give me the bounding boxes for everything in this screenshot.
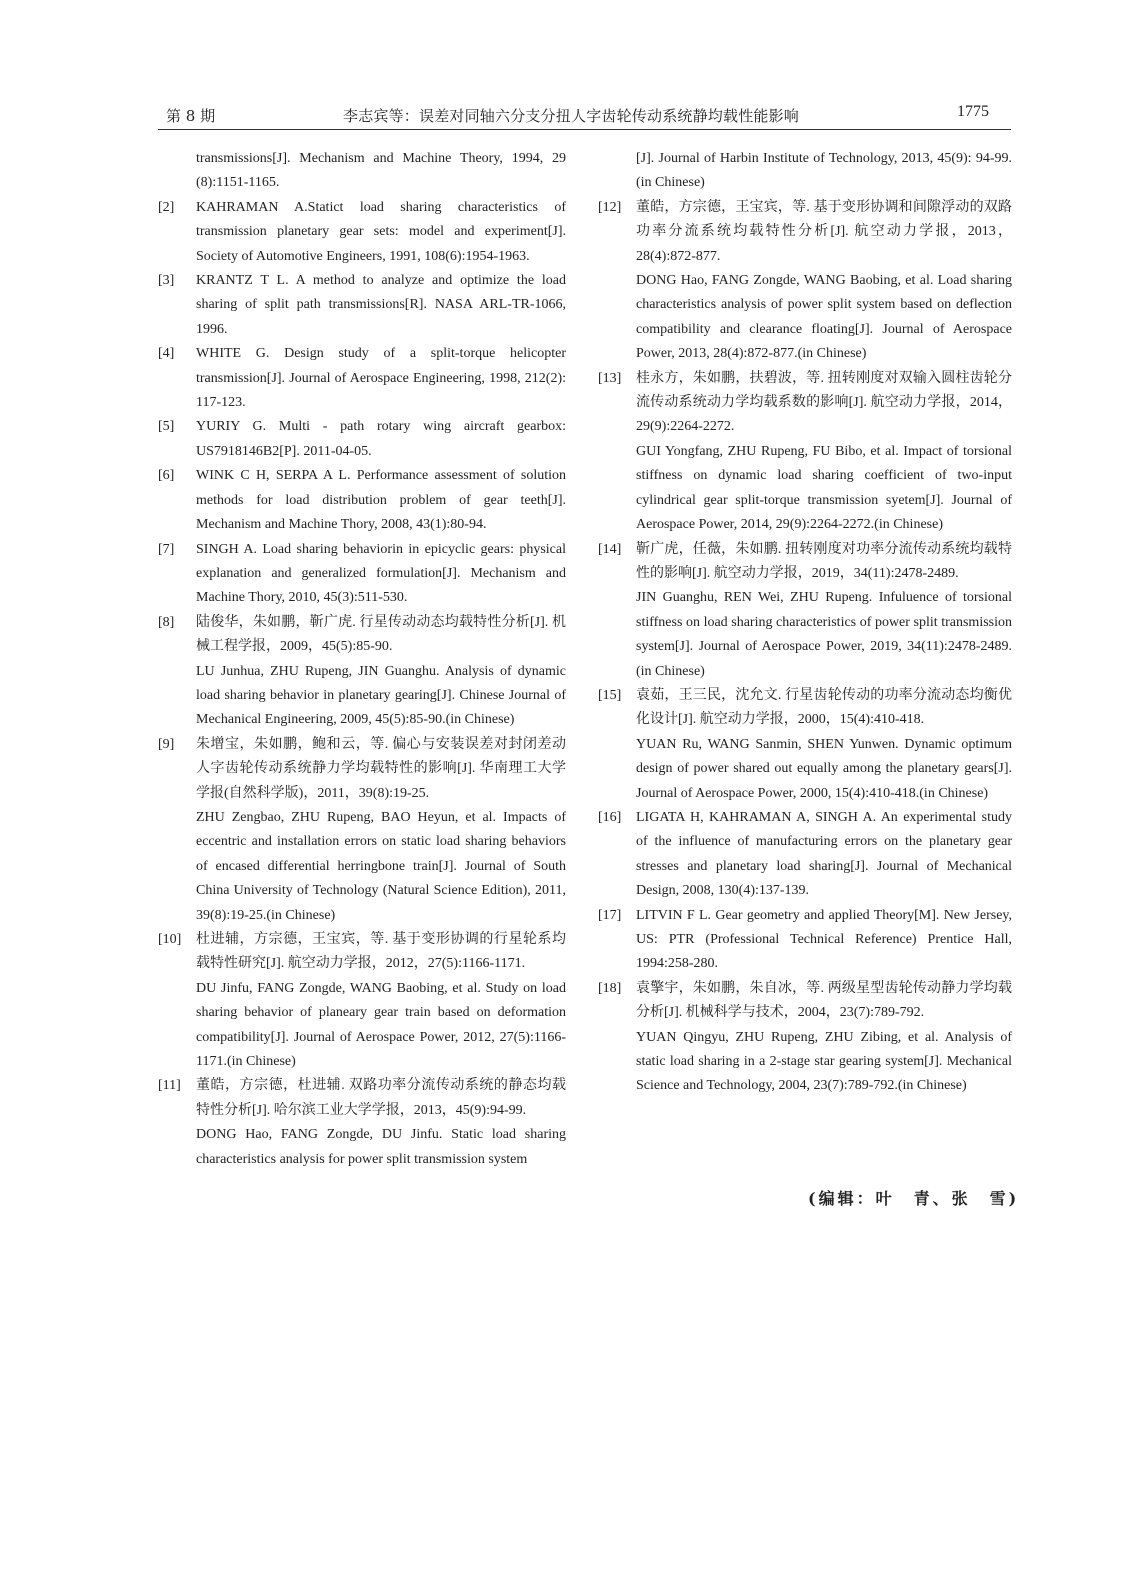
reference-text: YURIY G. Multi - path rotary wing aircraft gearbox: US7918146B2[P]. 2011-04-05. bbox=[196, 419, 566, 459]
reference-entry bbox=[158, 1074, 566, 1172]
reference-english-translation: LU Junhua, ZHU Rupeng, JIN Guanghu. Analysis of dynamic load sharing behavior in planetary gearing[J]. Chinese Journal of Mechanical Engineering, 2009, 45(5):85-90.(in Chinese) bbox=[196, 663, 566, 728]
reference-text: WHITE G. Design study of a split-torque helicopter transmission[J]. Journal of Aerospace Engineering, 1998, 212(2): 117-123. bbox=[196, 346, 566, 411]
reference-entry bbox=[158, 196, 566, 269]
reference-english-translation: DU Jinfu, FANG Zongde, WANG Baobing, et al. Study on load sharing behavior of planeary gear train based on deformation compatibility[J]. Journal of Aerospace Power, 2012, 27(5):1166-1171.(in Chinese) bbox=[196, 980, 566, 1070]
page-header bbox=[158, 103, 1011, 130]
reference-text: 靳广虎，任薇，朱如鹏. 扭转刚度对功率分流传动系统均载特性的影响[J]. 航空动力学报，2019，34(11):2478-2489. bbox=[636, 541, 1012, 581]
reference-number: [17] bbox=[598, 907, 622, 923]
reference-text: SINGH A. Load sharing behaviorin in epicyclic gears: physical explanation and generalized formulation[J]. Mechanism and Machine Thory, 2010, 45(3):511-530. bbox=[196, 541, 566, 606]
reference-number: [15] bbox=[598, 687, 622, 703]
reference-text: [J]. Journal of Harbin Institute of Technology, 2013, 45(9): 94-99.(in Chinese) bbox=[636, 151, 1012, 191]
reference-entry bbox=[598, 147, 1012, 196]
reference-number: [6] bbox=[158, 468, 175, 484]
reference-text: 桂永方，朱如鹏，扶碧波，等. 扭转刚度对双输入圆柱齿轮分流传动系统动力学均载系数的影响[J]. 航空动力学报，2014，29(9):2264-2272. bbox=[636, 370, 1012, 435]
reference-text: LITVIN F L. Gear geometry and applied Theory[M]. New Jersey, US: PTR (Professional Technical Reference) Prentice Hall, 1994:258-280. bbox=[636, 907, 1012, 972]
references-left-column bbox=[158, 147, 566, 1172]
reference-number: [2] bbox=[158, 199, 175, 215]
editor-note: (编辑：叶 青、张 雪) bbox=[808, 1189, 1020, 1208]
reference-number: [13] bbox=[598, 370, 622, 386]
issue-label: 第 8 期 bbox=[166, 107, 216, 125]
reference-number: [18] bbox=[598, 980, 622, 996]
reference-entry bbox=[158, 147, 566, 196]
reference-text: 董皓，方宗德，王宝宾，等. 基于变形协调和间隙浮动的双路功率分流系统均载特性分析[J]. 航空动力学报，2013，28(4):872-877. bbox=[636, 199, 1012, 264]
reference-entry bbox=[158, 928, 566, 1074]
reference-english-translation: GUI Yongfang, ZHU Rupeng, FU Bibo, et al. Impact of torsional stiffness on dynamic load sharing coefficient of two-input cylindrical gear split-torque transmission syetem[J]. Journal of Aerospace Power, 2014, 29(9):2264-2272.(in Chinese) bbox=[636, 443, 1012, 533]
reference-entry bbox=[598, 977, 1012, 1099]
references-right-column bbox=[598, 147, 1012, 1099]
reference-text: 杜进辅，方宗德，王宝宾，等. 基于变形协调的行星轮系均载特性研究[J]. 航空动力学报，2012，27(5):1166-1171. bbox=[196, 932, 566, 972]
reference-text: 袁茹，王三民，沈允文. 行星齿轮传动的功率分流动态均衡优化设计[J]. 航空动力学报，2000，15(4):410-418. bbox=[636, 687, 1012, 728]
reference-text: KRANTZ T L. A method to analyze and optimize the load sharing of split path transmissions[R]. NASA ARL-TR-1066, 1996. bbox=[196, 273, 566, 337]
reference-number: [14] bbox=[598, 541, 622, 557]
reference-number: [4] bbox=[158, 346, 175, 362]
reference-entry bbox=[598, 684, 1012, 806]
reference-text: transmissions[J]. Mechanism and Machine Theory, 1994, 29 (8):1151-1165. bbox=[196, 151, 566, 191]
reference-number: [8] bbox=[158, 614, 175, 630]
reference-number: [7] bbox=[158, 541, 175, 557]
reference-entry bbox=[598, 904, 1012, 977]
reference-number: [11] bbox=[158, 1078, 181, 1094]
reference-number: [16] bbox=[598, 809, 622, 825]
reference-number: [10] bbox=[158, 932, 182, 947]
reference-entry bbox=[158, 269, 566, 342]
reference-english-translation: YUAN Ru, WANG Sanmin, SHEN Yunwen. Dynamic optimum design of power shared out equally among the planetary gears[J]. Journal of Aerospace Power, 2000, 15(4):410-418.(in Chinese) bbox=[636, 736, 1012, 801]
reference-english-translation: DONG Hao, FANG Zongde, WANG Baobing, et al. Load sharing characteristics analysis of power split system based on deflection compatibility and clearance floating[J]. Journal of Aerospace Power, 2013, 28(4):872-877.(in Chinese) bbox=[636, 273, 1012, 362]
reference-entry bbox=[158, 464, 566, 537]
reference-entry bbox=[158, 733, 566, 928]
reference-text: WINK C H, SERPA A L. Performance assessment of solution methods for load distribution problem of gear teeth[J]. Mechanism and Machine Thory, 2008, 43(1):80-94. bbox=[196, 468, 566, 533]
reference-entry bbox=[158, 342, 566, 415]
reference-entry bbox=[598, 367, 1012, 538]
reference-english-translation: ZHU Zengbao, ZHU Rupeng, BAO Heyun, et al. Impacts of eccentric and installation errors on static load sharing behaviors of encased differential herringbone train[J]. Journal of South China University of Technology (Natural Science Edition), 2011, 39(8):19-25.(in Chinese) bbox=[196, 809, 566, 923]
reference-number: [12] bbox=[598, 199, 622, 215]
reference-text: 陆俊华，朱如鹏，靳广虎. 行星传动动态均载特性分析[J]. 机械工程学报，2009，45(5):85-90. bbox=[196, 614, 566, 655]
reference-text: 朱增宝，朱如鹏，鲍和云，等. 偏心与安装误差对封闭差动人字齿轮传动系统静力学均载特性的影响[J]. 华南理工大学学报(自然科学版)，2011，39(8):19-25. bbox=[196, 736, 566, 801]
reference-entry bbox=[158, 415, 566, 464]
reference-english-translation: DONG Hao, FANG Zongde, DU Jinfu. Static load sharing characteristics analysis for power split transmission system bbox=[196, 1127, 566, 1167]
reference-entry bbox=[598, 538, 1012, 684]
reference-number: [3] bbox=[158, 273, 175, 289]
reference-entry bbox=[158, 611, 566, 733]
reference-entry bbox=[158, 538, 566, 611]
reference-text: 董皓，方宗德，杜进辅. 双路功率分流传动系统的静态均载特性分析[J]. 哈尔滨工业大学学报，2013，45(9):94-99. bbox=[196, 1078, 566, 1118]
page-number: 1775 bbox=[957, 103, 989, 120]
reference-english-translation: YUAN Qingyu, ZHU Rupeng, ZHU Zibing, et al. Analysis of static load sharing in a 2-stage star gearing system[J]. Mechanical Science and Technology, 2004, 23(7):789-792.(in Chinese) bbox=[636, 1029, 1012, 1094]
reference-english-translation: JIN Guanghu, REN Wei, ZHU Rupeng. Infuluence of torsional stiffness on load sharing characteristics of power split transmission system[J]. Journal of Aerospace Power, 2019, 34(11):2478-2489.(in Chinese) bbox=[636, 590, 1012, 679]
reference-text: LIGATA H, KAHRAMAN A, SINGH A. An experimental study of the influence of manufacturing errors on the planetary gear stresses and planetary load sharing[J]. Journal of Mechanical Design, 2008, 130(4):137-139. bbox=[636, 809, 1012, 899]
reference-number: [9] bbox=[158, 736, 175, 752]
reference-entry bbox=[598, 806, 1012, 904]
reference-number: [5] bbox=[158, 419, 175, 435]
reference-text: KAHRAMAN A.Statict load sharing characteristics of transmission planetary gear sets: model and experiment[J]. Society of Automotive Engineers, 1991, 108(6):1954-1963. bbox=[196, 199, 566, 264]
reference-text: 袁擎宇，朱如鹏，朱自冰，等. 两级星型齿轮传动静力学均载分析[J]. 机械科学与技术，2004，23(7):789-792. bbox=[636, 980, 1012, 1021]
reference-entry bbox=[598, 196, 1012, 367]
running-title: 李志宾等：误差对同轴六分支分扭人字齿轮传动系统静均载性能影响 bbox=[343, 107, 800, 125]
